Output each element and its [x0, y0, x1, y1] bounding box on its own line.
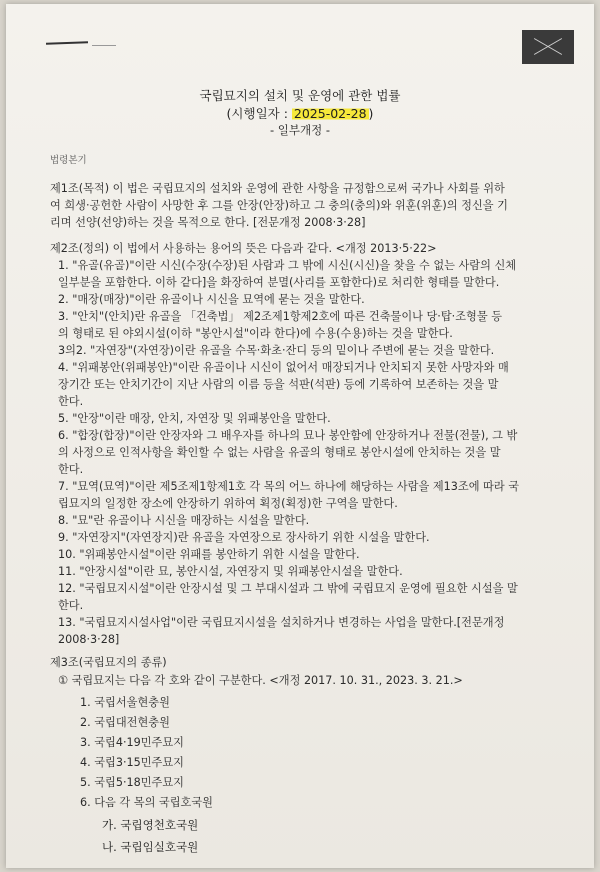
article2-item: 1. "유골(유골)"이란 시신(수장(수장)된 사람과 그 밖에 시신(시신)을 찾을 수 없는 사람의 신체: [58, 259, 517, 272]
stamp-mark: [46, 42, 116, 54]
article2-item: 립묘지의 일정한 장소에 안장하기 위하여 획정(획정)한 구역을 말한다.: [58, 497, 398, 510]
article3-list-item: 6. 다음 각 목의 국립호국원: [80, 796, 213, 809]
article2-item: 3의2. "자연장"(자연장)이란 유골을 수목·화초·잔디 등의 밑이나 주변에 묻는 것을 말한다.: [58, 344, 495, 357]
article3-list-item: 3. 국립4·19민주묘지: [80, 736, 184, 749]
article3-sublist-item: 나. 국립임실호국원: [102, 840, 199, 854]
article2-item: 한다.: [58, 395, 84, 408]
article2-item: 2. "매장(매장)"이란 유골이나 시신을 묘역에 묻는 것을 말한다.: [58, 293, 365, 306]
article2-item: 5. "안장"이란 매장, 안치, 자연장 및 위패봉안을 말한다.: [58, 412, 331, 425]
article2-item: 4. "위패봉안(위패봉안)"이란 유골이나 시신이 없어서 매장되거나 안치되지 못한 사망자와 매: [58, 361, 509, 374]
article2-item: 9. "자연장지"(자연장지)란 유골을 자연장으로 장사하기 위한 시설을 말한다.: [58, 531, 430, 544]
article2-item: 7. "묘역(묘역)"이란 제5조제1항제1호 각 목의 어느 하나에 해당하는 사람을 제13조에 따라 국: [58, 480, 520, 493]
article3-list-item: 4. 국립3·15민주묘지: [80, 756, 184, 769]
article2-item: 2008·3·28]: [58, 633, 120, 646]
effective-date-line: [6, 104, 594, 122]
effective-date-highlight: 2025-02-28: [293, 106, 367, 121]
revision-type: - 일부개정 -: [269, 123, 331, 137]
article2-item: 한다.: [58, 599, 84, 612]
corner-mark: [522, 30, 574, 64]
article2-item: 일부분을 포함한다. 이하 같다]을 화장하여 분멸(사리를 포함한다)로 처리한 형태를 말한다.: [58, 276, 500, 289]
article2-item: 의 사정으로 인적사항을 확인할 수 없는 사람을 유골의 형태로 봉안시설에 안치하는 것을 말: [58, 446, 501, 459]
article2-item: 8. "묘"란 유골이나 시신을 매장하는 시설을 말한다.: [58, 514, 310, 527]
effective-date-prefix: (시행일자 :: [226, 106, 292, 121]
document-page: [6, 4, 594, 868]
article2-item: 6. "합장(합장)"이란 안장자와 그 배우자를 하나의 묘나 봉안함에 안장하거나 전물(전물), 그 밖: [58, 429, 518, 442]
article2-heading: 제2조(정의) 이 법에서 사용하는 용어의 뜻은 다음과 같다. <개정 2013·5·22>: [50, 242, 437, 255]
article2-item: 의 형태로 된 야외시설(이하 "봉안시설"이라 한다)에 수용(수용)하는 것을 말한다.: [58, 327, 453, 340]
article1-line: 리며 선양(선양)하는 것을 목적으로 한다. [전문개정 2008·3·28]: [50, 216, 366, 229]
article2-item: 13. "국립묘지시설사업"이란 국립묘지시설을 설치하거나 변경하는 사업을 말한다.[전문개정: [58, 616, 505, 629]
law-title: 국립묘지의 설치 및 운영에 관한 법률: [199, 88, 401, 103]
article2-item: 11. "안장시설"이란 묘, 봉안시설, 자연장지 및 위패봉안시설을 말한다.: [58, 565, 403, 578]
section-label: 법령본기: [50, 155, 87, 166]
article2-item: 장기간 또는 안치기간이 지난 사람의 이름 등을 석판(석판) 등에 기록하여 보존하는 것을 말: [58, 378, 499, 391]
article3-list-item: 2. 국립대전현충원: [80, 716, 170, 729]
article2-item: 3. "안치"(안치)란 유골을 「건축법」 제2조제1항제2호에 따른 건축물이나 당·탑·조형물 등: [58, 310, 503, 323]
article2-item: 10. "위패봉안시설"이란 위패를 봉안하기 위한 시설을 말한다.: [58, 548, 360, 561]
article1-line: 여 희생·공헌한 사람이 사망한 후 그를 안장(안장)하고 그 충의(충의)와 위훈(위훈)의 정신을 기: [50, 199, 508, 212]
article2-item: 한다.: [58, 463, 84, 476]
article3-sublist-item: 가. 국립영천호국원: [102, 818, 199, 832]
article3-list-item: 1. 국립서울현충원: [80, 696, 170, 709]
article2-item: 12. "국립묘지시설"이란 안장시설 및 그 부대시설과 그 밖에 국립묘지 운영에 필요한 시설을 말: [58, 582, 518, 595]
article3-list-item: 5. 국립5·18민주묘지: [80, 776, 184, 789]
article3-heading: 제3조(국립묘지의 종류): [50, 656, 167, 669]
effective-date-suffix: ): [368, 106, 374, 121]
article3-paragraph: ① 국립묘지는 다음 각 호와 같이 구분한다. <개정 2017. 10. 31., 2023. 3. 21.>: [58, 674, 463, 687]
article1-line: 제1조(목적) 이 법은 국립묘지의 설치와 운영에 관한 사항을 규정함으로써 국가나 사회를 위하: [50, 182, 505, 195]
